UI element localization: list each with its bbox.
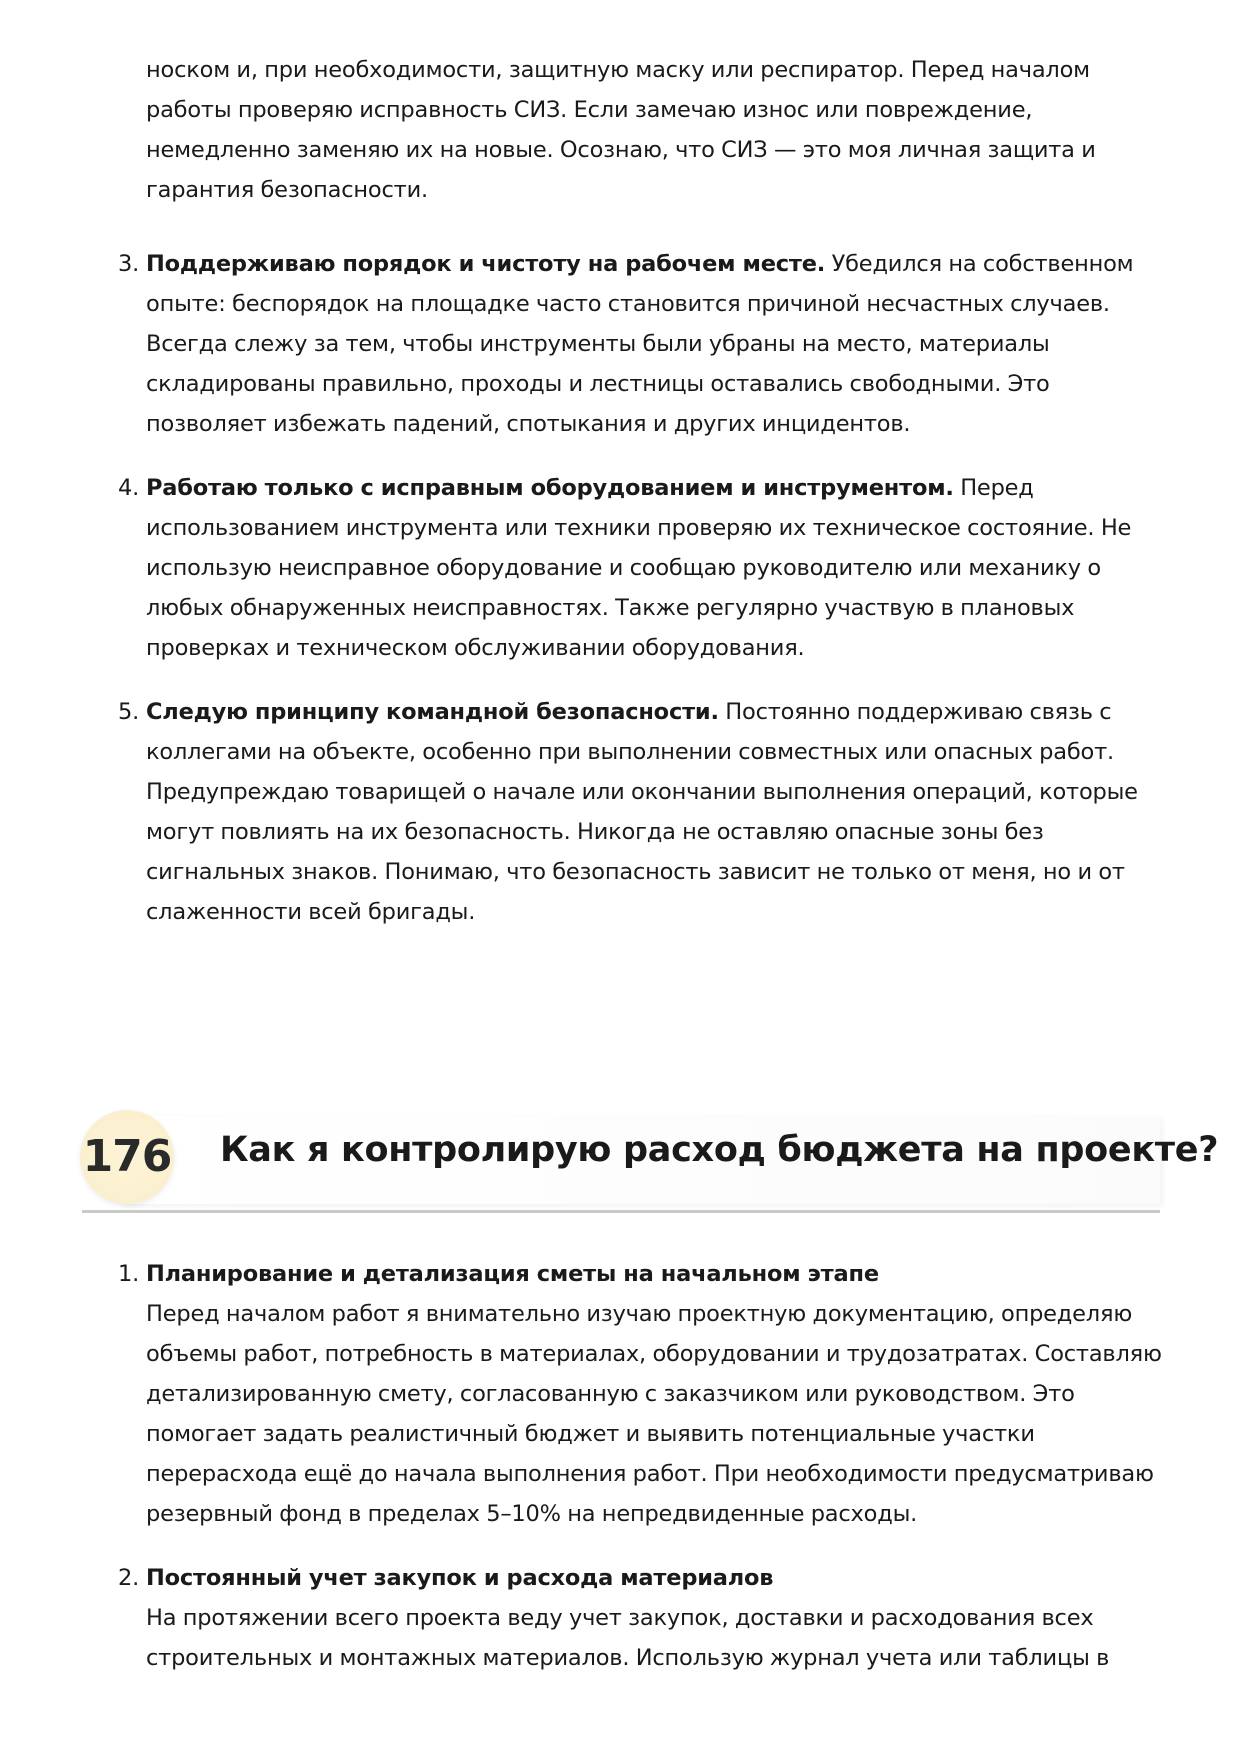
text-line: носком и, при необходимости, защитную маску или респиратор. Перед началом <box>146 57 1090 83</box>
text-line: работы проверяю исправность СИЗ. Если замечаю износ или повреждение, <box>146 97 1033 123</box>
text-fragment: Постоянно поддерживаю связь с <box>718 699 1112 725</box>
text-line <box>146 468 1151 508</box>
section-header <box>80 1110 1219 1212</box>
text-line: немедленно заменяю их на новые. Осознаю, что СИЗ — это моя личная защита и <box>146 137 1096 163</box>
text-fragment: Убедился на собственном <box>825 251 1134 277</box>
list-item-body <box>146 1558 1151 1678</box>
text-line: коллегами на объекте, особенно при выполнении совместных или опасных работ. <box>146 739 1114 765</box>
list-item-body <box>146 468 1151 668</box>
text-line: любых обнаруженных неисправностях. Также регулярно участвую в плановых <box>146 595 1075 621</box>
section-title: Как я контролирую расход бюджета на проекте? <box>220 1130 1219 1170</box>
list-number: 5. <box>118 699 140 725</box>
item-heading: Планирование и детализация сметы на начальном этапе <box>146 1261 879 1287</box>
item-heading: Поддерживаю порядок и чистоту на рабочем месте. <box>146 251 826 277</box>
text-line: Перед началом работ я внимательно изучаю проектную документацию, определяю <box>146 1301 1133 1327</box>
list-item <box>118 1558 1153 1678</box>
list-item <box>118 692 1153 932</box>
text-line: могут повлиять на их безопасность. Никогда не оставляю опасные зоны без <box>146 819 1044 845</box>
text-line: позволяет избежать падений, спотыкания и других инцидентов. <box>146 411 911 437</box>
list-number: 2. <box>118 1565 140 1591</box>
item-heading: Следую принципу командной безопасности. <box>146 699 719 725</box>
list-number: 1. <box>118 1261 140 1287</box>
text-line: детализированную смету, согласованную с заказчиком или руководством. Это <box>146 1381 1075 1407</box>
text-line <box>146 692 1151 732</box>
item-heading: Работаю только с исправным оборудованием и инструментом. <box>146 475 954 501</box>
list-number: 3. <box>118 251 140 277</box>
section-divider <box>82 1210 1160 1213</box>
text-line: сигнальных знаков. Понимаю, что безопасность зависит не только от меня, но и от <box>146 859 1125 885</box>
item-heading: Постоянный учет закупок и расхода материалов <box>146 1565 774 1591</box>
list-number: 4. <box>118 475 140 501</box>
text-line: опыте: беспорядок на площадке часто становится причиной несчастных случаев. <box>146 291 1110 317</box>
text-line: гарантия безопасности. <box>146 177 428 203</box>
text-line: резервный фонд в пределах 5–10% на непредвиденные расходы. <box>146 1501 918 1527</box>
text-line <box>146 244 1151 284</box>
list-item-body <box>146 1254 1162 1534</box>
text-line: использую неисправное оборудование и сообщаю руководителю или механику о <box>146 555 1101 581</box>
text-line: проверках и техническом обслуживании оборудования. <box>146 635 805 661</box>
text-line: перерасхода ещё до начала выполнения работ. При необходимости предусматриваю <box>146 1461 1154 1487</box>
text-line: На протяжении всего проекта веду учет закупок, доставки и расходования всех <box>146 1605 1094 1631</box>
text-line: складированы правильно, проходы и лестницы оставались свободными. Это <box>146 371 1050 397</box>
text-line: помогает задать реалистичный бюджет и выявить потенциальные участки <box>146 1421 1035 1447</box>
list-item <box>118 468 1153 668</box>
text-line: строительных и монтажных материалов. Использую журнал учета или таблицы в <box>146 1645 1110 1671</box>
list-item-body <box>146 244 1151 444</box>
section-number: 176 <box>82 1131 172 1182</box>
text-line: слаженности всей бригады. <box>146 899 476 925</box>
text-line: Предупреждаю товарищей о начале или окончании выполнения операций, которые <box>146 779 1138 805</box>
list-item <box>118 244 1153 444</box>
text-line: Всегда слежу за тем, чтобы инструменты были убраны на место, материалы <box>146 331 1050 357</box>
text-line: использованием инструмента или техники проверяю их техническое состояние. Не <box>146 515 1132 541</box>
list-item <box>118 1254 1162 1534</box>
text-line: объемы работ, потребность в материалах, оборудовании и трудозатратах. Составляю <box>146 1341 1162 1367</box>
text-fragment: Перед <box>953 475 1034 501</box>
list-item-body <box>146 692 1151 932</box>
list-item-body <box>146 50 1151 210</box>
list-item <box>118 50 1153 210</box>
